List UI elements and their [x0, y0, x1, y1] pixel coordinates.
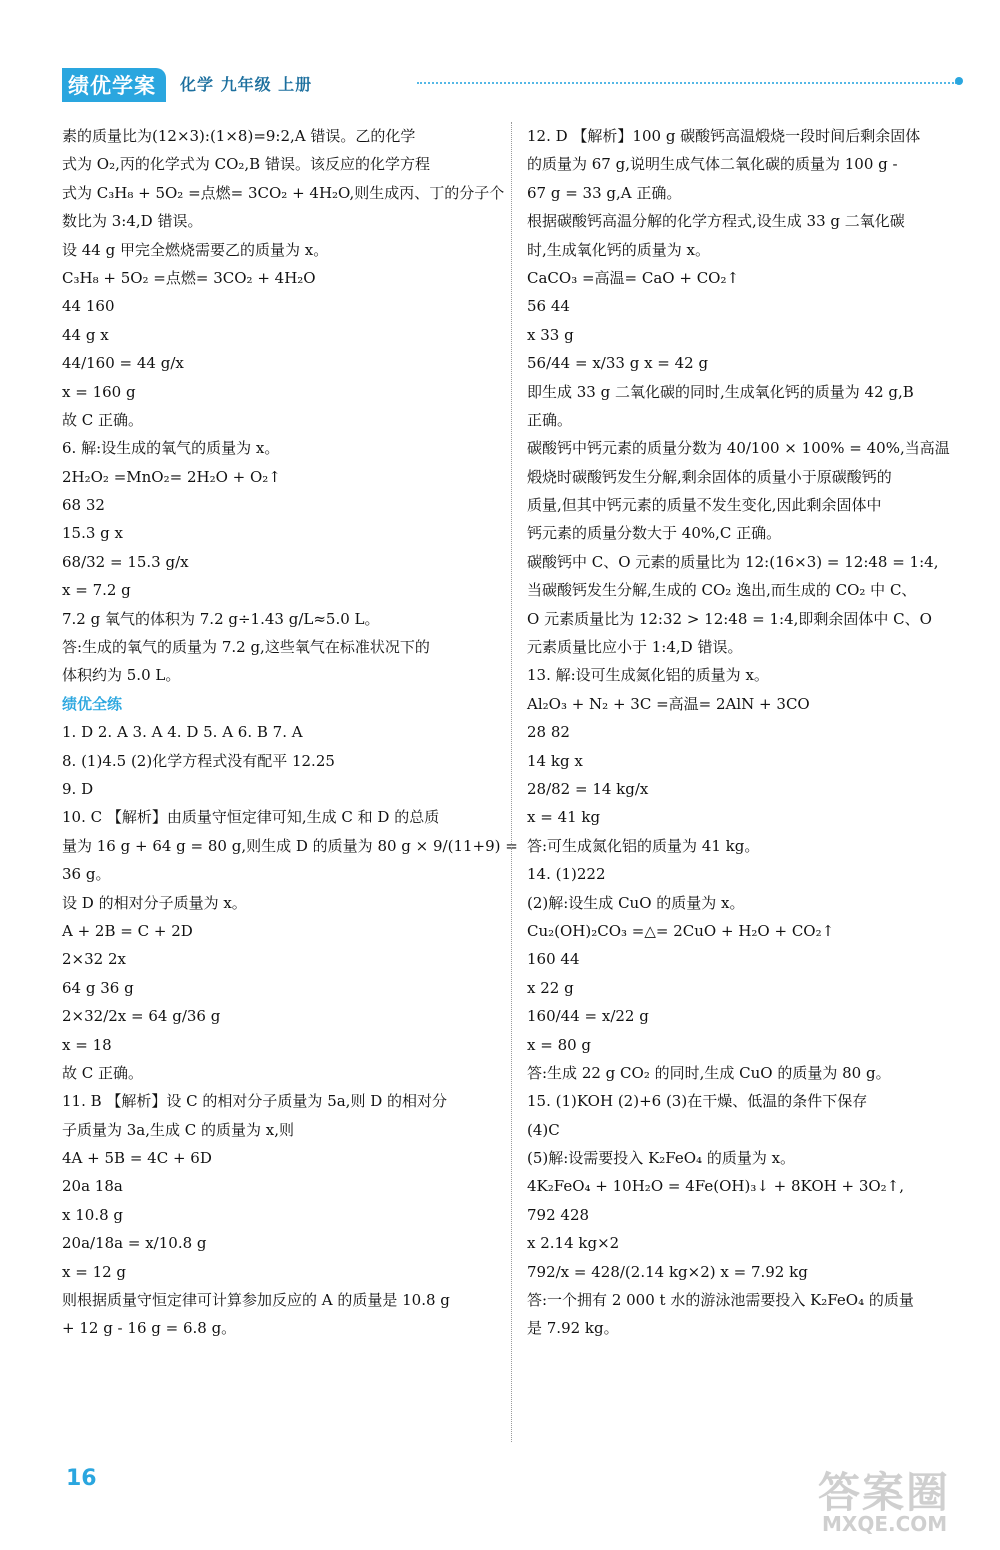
- text-line: x = 7.2 g: [62, 581, 131, 600]
- text-line: x = 160 g: [62, 382, 136, 401]
- text-line: x = 18: [62, 1035, 112, 1054]
- text-line: 时,生成氧化钙的质量为 x。: [527, 240, 710, 259]
- text-line: 68/32 = 15.3 g/x: [62, 552, 189, 571]
- text-line: 碳酸钙中 C、O 元素的质量比为 12:(16×3) = 12:48 = 1:4,: [527, 552, 939, 571]
- watermark: [818, 1460, 978, 1540]
- text-line: 故 C 正确。: [62, 1063, 144, 1082]
- text-line: 28/82 = 14 kg/x: [527, 779, 649, 798]
- text-line: 的质量为 67 g,说明生成气体二氧化碳的质量为 100 g -: [527, 155, 898, 174]
- text-line: 7.2 g 氧气的体积为 7.2 g÷1.43 g/L≈5.0 L。: [62, 609, 380, 628]
- text-line: 6. 解:设生成的氧气的质量为 x。: [62, 439, 280, 458]
- text-line: 792 428: [527, 1205, 590, 1224]
- text-line: A + 2B = C + 2D: [62, 921, 193, 940]
- text-line: x 22 g: [527, 978, 574, 997]
- column-divider: [511, 122, 512, 1442]
- text-line: (5)解:设需要投入 K₂FeO₄ 的质量为 x。: [527, 1149, 796, 1168]
- left-column: [62, 122, 518, 1343]
- text-line: 则根据质量守恒定律可计算参加反应的 A 的质量是 10.8 g: [62, 1291, 450, 1310]
- watermark-text: 答案圈: [818, 1468, 951, 1517]
- text-line: 数比为 3:4,D 错误。: [62, 212, 203, 231]
- text-line: 44/160 = 44 g/x: [62, 354, 184, 373]
- text-line: 13. 解:设可生成氮化铝的质量为 x。: [527, 666, 769, 685]
- header-rule-end-dot: [955, 77, 963, 85]
- text-line: 钙元素的质量分数大于 40%,C 正确。: [527, 524, 782, 543]
- watermark-url: MXQE.COM: [822, 1512, 948, 1536]
- text-line: 160 44: [527, 950, 580, 969]
- text-line: x 33 g: [527, 325, 574, 344]
- text-line: 故 C 正确。: [62, 410, 144, 429]
- text-line: 56 44: [527, 297, 570, 316]
- text-line: + 12 g - 16 g = 6.8 g。: [62, 1319, 237, 1338]
- text-line: 答:生成的氧气的质量为 7.2 g,这些氧气在标准状况下的: [62, 638, 430, 657]
- text-line: 44 160: [62, 297, 115, 316]
- text-line: 10. C 【解析】由质量守恒定律可知,生成 C 和 D 的总质: [62, 808, 440, 827]
- text-line: 质量,但其中钙元素的质量不发生变化,因此剩余固体中: [527, 496, 882, 515]
- text-line: 56/44 = x/33 g x = 42 g: [527, 354, 709, 373]
- text-line: 9. D: [62, 779, 94, 798]
- text-line: x = 80 g: [527, 1035, 592, 1054]
- text-line: (4)C: [527, 1120, 560, 1139]
- text-line: 答:可生成氮化铝的质量为 41 kg。: [527, 836, 760, 855]
- text-line: 14. (1)222: [527, 865, 606, 884]
- text-line: 67 g = 33 g,A 正确。: [527, 183, 682, 202]
- text-line: 根据碳酸钙高温分解的化学方程式,设生成 33 g 二氧化碳: [527, 212, 905, 231]
- header-dotted-rule: [417, 82, 957, 84]
- text-line: Cu₂(OH)₂CO₃ =△= 2CuO + H₂O + CO₂↑: [527, 921, 835, 940]
- text-line: 2×32/2x = 64 g/36 g: [62, 1007, 221, 1026]
- text-line: 2×32 2x: [62, 950, 126, 969]
- text-line: C₃H₈ + 5O₂ =点燃= 3CO₂ + 4H₂O: [62, 268, 316, 287]
- text-line: 160/44 = x/22 g: [527, 1007, 649, 1026]
- text-line: (2)解:设生成 CuO 的质量为 x。: [527, 893, 745, 912]
- page-number: 16: [66, 1466, 97, 1491]
- brand-logo: 绩优学案: [62, 68, 166, 102]
- text-line: 体积约为 5.0 L。: [62, 666, 181, 685]
- text-line: 1. D 2. A 3. A 4. D 5. A 6. B 7. A: [62, 723, 303, 742]
- text-line: 792/x = 428/(2.14 kg×2) x = 7.92 kg: [527, 1262, 808, 1281]
- text-line: 12. D 【解析】100 g 碳酸钙高温煅烧一段时间后剩余固体: [527, 127, 921, 145]
- text-line: 答:生成 22 g CO₂ 的同时,生成 CuO 的质量为 80 g。: [527, 1063, 891, 1082]
- text-line: 量为 16 g + 64 g = 80 g,则生成 D 的质量为 80 g × 9/(11+9) =: [62, 836, 518, 855]
- text-line: 正确。: [527, 410, 573, 429]
- text-line: 式为 O₂,丙的化学式为 CO₂,B 错误。该反应的化学方程: [62, 155, 430, 174]
- right-column: [527, 122, 967, 1343]
- text-line: 14 kg x: [527, 751, 583, 770]
- text-line: 44 g x: [62, 325, 109, 344]
- text-line: 煅烧时碳酸钙发生分解,剩余固体的质量小于原碳酸钙的: [527, 467, 892, 486]
- text-line: 是 7.92 kg。: [527, 1319, 619, 1338]
- text-line: 设 D 的相对分子质量为 x。: [62, 893, 247, 912]
- text-line: 15. (1)KOH (2)+6 (3)在干燥、低温的条件下保存: [527, 1092, 868, 1111]
- text-line: 2H₂O₂ =MnO₂= 2H₂O + O₂↑: [62, 467, 281, 486]
- text-line: 4A + 5B = 4C + 6D: [62, 1149, 212, 1168]
- text-line: 11. B 【解析】设 C 的相对分子质量为 5a,则 D 的相对分: [62, 1092, 448, 1111]
- text-line: 当碳酸钙发生分解,生成的 CO₂ 逸出,而生成的 CO₂ 中 C、: [527, 581, 917, 600]
- text-line: 68 32: [62, 496, 105, 515]
- page-header: [62, 66, 962, 102]
- text-line: 子质量为 3a,生成 C 的质量为 x,则: [62, 1120, 295, 1139]
- text-line: Al₂O₃ + N₂ + 3C =高温= 2AlN + 3CO: [527, 694, 810, 713]
- text-line: 即生成 33 g 二氧化碳的同时,生成氧化钙的质量为 42 g,B: [527, 382, 914, 401]
- text-line: 元素质量比应小于 1:4,D 错误。: [527, 638, 743, 657]
- text-line: 36 g。: [62, 865, 111, 884]
- text-line: CaCO₃ =高温= CaO + CO₂↑: [527, 268, 740, 287]
- text-line: x = 12 g: [62, 1262, 127, 1281]
- text-line: x 2.14 kg×2: [527, 1234, 620, 1253]
- text-line: 64 g 36 g: [62, 978, 134, 997]
- text-line: 4K₂FeO₄ + 10H₂O = 4Fe(OH)₃↓ + 8KOH + 3O₂↑,: [527, 1177, 905, 1196]
- text-line: 素的质量比为(12×3):(1×8)=9:2,A 错误。乙的化学: [62, 127, 416, 145]
- text-line: 答:一个拥有 2 000 t 水的游泳池需要投入 K₂FeO₄ 的质量: [527, 1291, 914, 1310]
- text-line: x 10.8 g: [62, 1205, 123, 1224]
- text-line: 8. (1)4.5 (2)化学方程式没有配平 12.25: [62, 751, 335, 770]
- subject-title: 化学 九年级 上册: [180, 75, 313, 94]
- text-line: 20a 18a: [62, 1177, 123, 1196]
- section-heading: 绩优全练: [62, 694, 123, 713]
- text-line: 28 82: [527, 723, 570, 742]
- text-line: 20a/18a = x/10.8 g: [62, 1234, 207, 1253]
- text-line: O 元素质量比为 12:32 > 12:48 = 1:4,即剩余固体中 C、O: [527, 609, 932, 628]
- text-line: 式为 C₃H₈ + 5O₂ =点燃= 3CO₂ + 4H₂O,则生成丙、丁的分子个: [62, 183, 505, 202]
- text-line: 碳酸钙中钙元素的质量分数为 40/100 × 100% = 40%,当高温: [527, 439, 950, 458]
- text-line: 设 44 g 甲完全燃烧需要乙的质量为 x。: [62, 240, 329, 259]
- text-line: x = 41 kg: [527, 808, 601, 827]
- text-line: 15.3 g x: [62, 524, 123, 543]
